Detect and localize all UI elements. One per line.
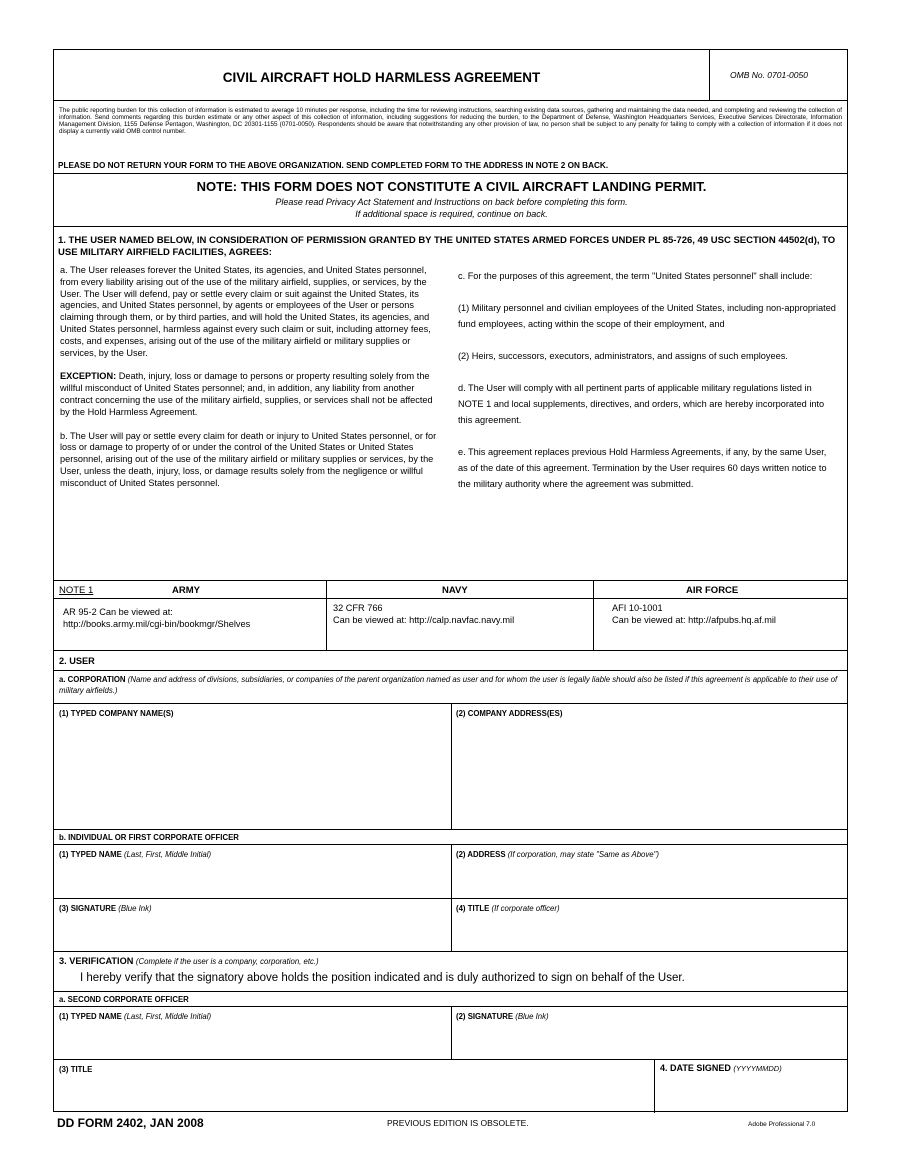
rule xyxy=(54,173,847,174)
typed-name-text: (1) TYPED NAME xyxy=(59,850,122,859)
rule xyxy=(54,829,847,830)
title-field[interactable] xyxy=(453,915,846,950)
rule xyxy=(54,951,847,952)
air-force-reference xyxy=(612,602,776,626)
address-hint: (If corporation, may state "Same as Above") xyxy=(507,850,659,859)
note-line-2: If additional space is required, continue on back. xyxy=(355,209,548,219)
clause-d: d. The User will comply with all pertinent parts of applicable military regulations listed in NOTE 1 and local supplements, directives, and orders, which are hereby incorporated into this agreement. xyxy=(458,383,825,425)
typed-name-field[interactable] xyxy=(55,861,449,897)
second-officer-label: a. SECOND CORPORATE OFFICER xyxy=(59,995,189,1004)
second-signature-hint: (Blue Ink) xyxy=(515,1012,549,1021)
second-typed-name-text: (1) TYPED NAME xyxy=(59,1012,122,1021)
previous-edition-note: PREVIOUS EDITION IS OBSOLETE. xyxy=(387,1118,529,1128)
second-signature-field[interactable] xyxy=(453,1023,846,1058)
rule xyxy=(54,580,847,581)
field-divider xyxy=(654,1059,655,1113)
rule xyxy=(54,1059,847,1060)
corporation-label: a. CORPORATION xyxy=(59,675,126,684)
army-header: ARMY xyxy=(172,585,200,596)
rule xyxy=(54,226,847,227)
corporation-note: (Name and address of divisions, subsidiaries, or companies of the parent organization named as user and for whom the user is legally liable should also be listed if this agreement is applicable to their use of military airfields.) xyxy=(59,675,838,695)
verification-heading-block xyxy=(59,956,319,966)
section-1-heading: 1. THE USER NAMED BELOW, IN CONSIDERATION OF PERMISSION GRANTED BY THE UNITED STATES ARMED FORCES UNDER PL 85-726, 49 USC SECTION 44502(d), TO USE MILITARY AIRFIELD FACILITIES, AGREES: xyxy=(58,235,836,258)
rule xyxy=(54,598,847,599)
company-names-label: (1) TYPED COMPANY NAME(S) xyxy=(59,709,174,718)
rule xyxy=(54,100,847,101)
title-label xyxy=(456,904,560,913)
company-addresses-field[interactable] xyxy=(453,720,846,828)
section-2-heading: 2. USER xyxy=(59,656,95,666)
signature-field[interactable] xyxy=(55,915,449,950)
second-typed-name-label xyxy=(59,1012,211,1021)
clause-exception xyxy=(60,371,444,418)
clause-c2: (2) Heirs, successors, executors, administrators, and assigns of such employees. xyxy=(458,351,788,361)
exception-text: Death, injury, loss or damage to persons or property resulting solely from the willful misconduct of United States personnel; and, in addition, any liability from another contract concerning the use of the military airfield, supplies, or services shall not be affected by the Hold Harmless Agreement. xyxy=(60,371,433,417)
army-reference xyxy=(63,606,250,630)
address-field[interactable] xyxy=(453,861,846,897)
hold-harmless-form xyxy=(53,49,848,1112)
navy-reference xyxy=(333,602,514,626)
date-signed-text: 4. DATE SIGNED xyxy=(660,1063,731,1073)
rule xyxy=(54,670,847,671)
second-signature-text: (2) SIGNATURE xyxy=(456,1012,514,1021)
navy-header: NAVY xyxy=(442,585,468,596)
form-title: CIVIL AIRCRAFT HOLD HARMLESS AGREEMENT xyxy=(222,70,541,85)
clause-c: c. For the purposes of this agreement, the term "United States personnel" shall include: xyxy=(458,271,813,281)
signature-hint: (Blue Ink) xyxy=(118,904,152,913)
navy-regulation: 32 CFR 766 xyxy=(333,603,383,613)
field-divider xyxy=(451,1006,452,1059)
omb-number: OMB No. 0701-0050 xyxy=(730,70,808,80)
verification-statement: I hereby verify that the signatory above holds the position indicated and is duly authorized to sign on behalf of the User. xyxy=(80,972,685,984)
clause-b: b. The User will pay or settle every claim for death or injury to United States personnel, or for loss or damage to property of or under the control of the United States or United States personnel, arising out of the use of the military airfield or military supplies or services, by the User, unless the death, injury, loss, or damage results solely from the negligence or willful misconduct of United States personnel. xyxy=(60,430,437,488)
company-names-field[interactable] xyxy=(55,720,449,828)
note-title: NOTE: THIS FORM DOES NOT CONSTITUTE A CIVIL AIRCRAFT LANDING PERMIT. xyxy=(196,179,707,194)
address-label xyxy=(456,850,659,859)
address-text: (2) ADDRESS xyxy=(456,850,506,859)
signature-text: (3) SIGNATURE xyxy=(59,904,117,913)
clause-a: a. The User releases forever the United States, its agencies, and United States personnel, from every liability arising out of the use of the military airfield, supplies, or services, by the User. The User will defend, pay or settle every claim or suit against the United States, its agencies, and United States personnel, by agents or employees of the User or persons claiming through them, or by third parties, and will hold the United States, its agencies, and United States personnel, harmless against every such claim or suit, including attorney fees, costs, and expenses, arising out of the use of the military airfield or military supplies or services, by the User. xyxy=(60,265,431,358)
exception-label: EXCEPTION: xyxy=(60,371,117,382)
second-typed-name-field[interactable] xyxy=(55,1023,449,1058)
burden-statement: The public reporting burden for this collection of information is estimated to average 10 minutes per response, including the time for reviewing instructions, searching existing data sources, gathering and maintaining the data needed, and completing and reviewing the collection of information. Send comments regarding this burden estimate or any other aspect of this collection of information, including suggestions for reducing the burden, to the Department of Defense, Washington Headquarters Services, Executive Services Directorate, Information Management Division, 1155 Defense Pentagon, Washington, DC 20301-1155 (0701-0050). Respondents should be aware that notwithstanding any other provision of law, no person shall be subject to any penalty for failing to comply with a collection of information if it does not display a currently valid OMB control number. xyxy=(59,107,842,136)
navy-url[interactable]: Can be viewed at: http://calp.navfac.navy.mil xyxy=(333,615,515,625)
software-note: Adobe Professional 7.0 xyxy=(748,1121,816,1128)
second-title-label: (3) TITLE xyxy=(59,1065,93,1074)
corporation-label-block xyxy=(59,675,839,696)
air-force-url[interactable]: Can be viewed at: http://afpubs.hq.af.mil xyxy=(612,615,776,625)
rule xyxy=(54,898,847,899)
air-force-header: AIR FORCE xyxy=(686,585,739,596)
title-text: (4) TITLE xyxy=(456,904,490,913)
note-1-divider xyxy=(326,580,327,650)
company-addresses-label: (2) COMPANY ADDRESS(ES) xyxy=(456,709,563,718)
second-signature-label xyxy=(456,1012,549,1021)
typed-name-label xyxy=(59,850,211,859)
verification-note: (Complete if the user is a company, corporation, etc.) xyxy=(135,957,319,966)
title-hint: (If corporate officer) xyxy=(491,904,560,913)
clause-c1: (1) Military personnel and civilian employees of the United States, including non-appropriated fund employees, acting within the scope of their employment, and xyxy=(458,303,836,329)
army-url[interactable]: http://books.army.mil/cgi-bin/bookmgr/Shelves xyxy=(63,619,251,629)
rule xyxy=(54,650,847,651)
army-regulation: AR 95-2 Can be viewed at: xyxy=(63,607,173,617)
second-title-field[interactable] xyxy=(55,1076,652,1111)
note-1-label: NOTE 1 xyxy=(59,585,94,596)
section-1-right-column xyxy=(458,268,838,492)
date-signed-hint: (YYYYMMDD) xyxy=(733,1064,782,1073)
second-typed-name-hint: (Last, First, Middle Initial) xyxy=(124,1012,212,1021)
signature-label xyxy=(59,904,152,913)
section-1-left-column xyxy=(60,265,444,490)
rule xyxy=(54,991,847,992)
header-divider xyxy=(709,50,710,100)
no-return-notice: PLEASE DO NOT RETURN YOUR FORM TO THE ABOVE ORGANIZATION. SEND COMPLETED FORM TO THE ADDRESS IN NOTE 2 ON BACK. xyxy=(58,161,609,170)
field-divider xyxy=(451,703,452,829)
form-identifier: DD FORM 2402, JAN 2008 xyxy=(57,1116,204,1130)
date-signed-label xyxy=(660,1063,782,1073)
verification-heading: 3. VERIFICATION xyxy=(59,956,134,966)
note-1-divider xyxy=(593,580,594,650)
individual-officer-label: b. INDIVIDUAL OR FIRST CORPORATE OFFICER xyxy=(59,833,239,842)
typed-name-hint: (Last, First, Middle Initial) xyxy=(124,850,212,859)
date-signed-field[interactable] xyxy=(656,1076,846,1111)
clause-e: e. This agreement replaces previous Hold Harmless Agreements, if any, by the same User, as of the date of this agreement. Termination by the User requires 60 days written notice to the military authority where the agreement was submitted. xyxy=(458,447,827,489)
air-force-regulation: AFI 10-1001 xyxy=(612,603,663,613)
note-line-1: Please read Privacy Act Statement and Instructions on back before completing this form. xyxy=(275,197,628,207)
